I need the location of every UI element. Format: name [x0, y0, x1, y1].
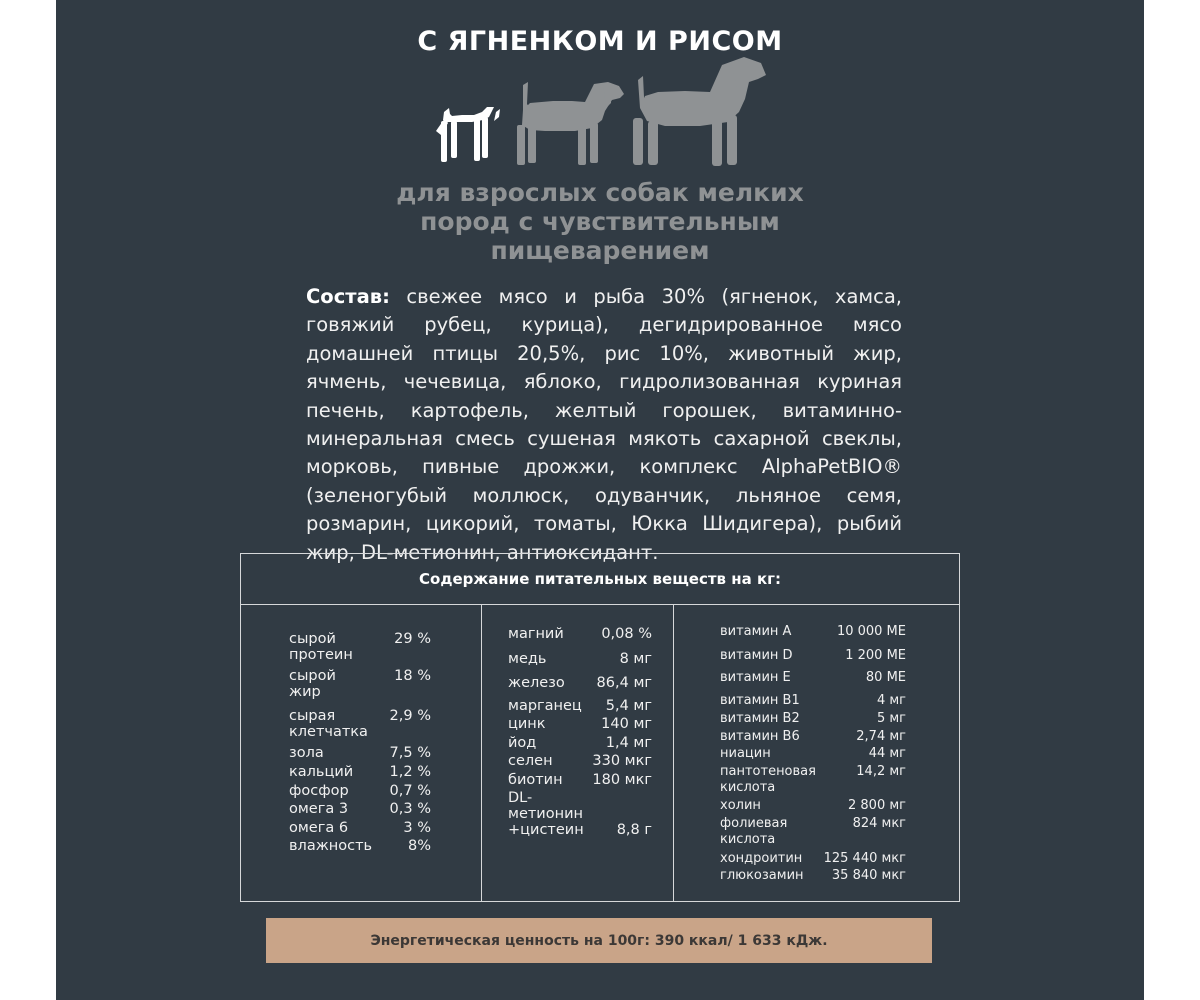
- nutrient-value: 0,3 %: [389, 801, 431, 817]
- nutrient-name: омега 6: [289, 820, 349, 836]
- nutrient-value: 8 мг: [619, 651, 652, 667]
- nutrient-name: витамин B1: [720, 693, 800, 708]
- nutrient-row: [508, 716, 652, 732]
- nutrient-name: омега 3: [289, 801, 349, 817]
- column-divider: [481, 605, 482, 901]
- nutrient-row: [508, 735, 652, 751]
- nutrient-name: зола: [289, 745, 324, 761]
- nutrient-row: [508, 790, 652, 838]
- nutrient-value: 29 %: [394, 631, 431, 647]
- nutrient-name: витамин B6: [720, 729, 800, 744]
- nutrient-row: [289, 745, 431, 761]
- nutrient-value: 125 440 мкг: [823, 851, 906, 866]
- nutrient-row: [720, 711, 906, 727]
- nutrient-row: [508, 753, 652, 769]
- nutrient-row: [720, 648, 906, 664]
- composition-text: свежее мясо и рыба 30% (ягненок, хамса, говяжий рубец, курица), дегидрированное мясо домашней птицы 20,5%, рис 10%, животный жир, ячмень, чечевица, яблоко, гидролизованная куриная печень, картофель, желтый горошек, витаминно-минеральная смесь сушеная мякоть сахарной свеклы, морковь, пивные дрожжи, комплекс AlphaPetBIO® (зеленогубый моллюск, одуванчик, льняное семя, розмарин, цикорий, томаты, Юкка Шидигера), рыбий жир, DL-метионин, антиоксидант.: [306, 285, 903, 564]
- nutrient-value: 14,2 мг: [856, 764, 906, 779]
- product-subtitle: [0, 178, 1200, 265]
- large-dog-icon: [633, 57, 766, 166]
- nutrient-value: 2 800 мг: [848, 798, 906, 813]
- nutrient-value: 10 000 МЕ: [836, 624, 906, 639]
- nutrient-value: 5,4 мг: [605, 698, 652, 714]
- nutrient-name: влажность: [289, 838, 373, 854]
- nutrient-value: 86,4 мг: [596, 675, 652, 691]
- subtitle-line: пород с чувствительным: [420, 207, 780, 236]
- nutrient-name: витамин B2: [720, 711, 800, 726]
- nutrient-name: селен: [508, 753, 553, 769]
- nutrient-name: холин: [720, 798, 761, 813]
- subtitle-line: для взрослых собак мелких: [396, 178, 804, 207]
- nutrient-row: [289, 838, 431, 854]
- nutrient-name: фолиевая кислота: [720, 816, 788, 847]
- nutrient-row: [508, 698, 652, 714]
- nutrient-value: 8%: [407, 838, 431, 854]
- nutrient-value: 80 МЕ: [865, 670, 906, 685]
- nutrient-name: кальций: [289, 764, 354, 780]
- nutrient-row: [720, 816, 906, 848]
- nutrient-value: 140 мг: [601, 716, 652, 732]
- nutrient-row: [289, 801, 431, 817]
- nutrient-value: 0,7 %: [389, 783, 431, 799]
- nutrient-row: [508, 651, 652, 667]
- medium-dog-icon: [517, 82, 624, 165]
- nutrient-name: марганец: [508, 698, 582, 714]
- nutrient-name: медь: [508, 651, 547, 667]
- nutrient-row: [508, 675, 652, 691]
- nutrient-value: 3 %: [403, 820, 431, 836]
- subtitle-line: пищеварением: [490, 236, 710, 265]
- nutrient-name: ниацин: [720, 746, 771, 761]
- nutrient-row: [289, 820, 431, 836]
- composition-label: Состав:: [306, 285, 390, 308]
- nutrient-name: железо: [508, 675, 565, 691]
- product-title: С ЯГНЕНКОМ И РИСОМ: [417, 26, 783, 57]
- nutrient-value: 1,4 мг: [605, 735, 652, 751]
- nutrient-name: глюкозамин: [720, 868, 804, 883]
- nutrient-name: витамин A: [720, 624, 792, 639]
- small-dog-icon: [436, 107, 500, 162]
- nutrient-row: [289, 631, 431, 663]
- nutrient-value: 1 200 МЕ: [845, 648, 906, 663]
- nutrient-name: хондроитин: [720, 851, 803, 866]
- nutrient-row: [289, 783, 431, 799]
- nutrient-name: DL-метионин +цистеин: [508, 790, 584, 838]
- nutrient-row: [508, 626, 652, 642]
- nutrient-name: сырая клетчатка: [289, 708, 368, 740]
- nutrient-value: 2,74 мг: [856, 729, 906, 744]
- nutrient-row: [720, 746, 906, 762]
- nutrient-row: [720, 670, 906, 686]
- nutrient-value: 2,9 %: [389, 708, 431, 724]
- nutrient-row: [720, 693, 906, 709]
- nutrient-row: [508, 772, 652, 788]
- nutrient-name: сырой жир: [289, 668, 336, 700]
- nutrient-name: магний: [508, 626, 564, 642]
- nutrient-name: фосфор: [289, 783, 349, 799]
- nutrient-row: [720, 729, 906, 745]
- nutrient-row: [289, 668, 431, 700]
- nutrient-value: 4 мг: [876, 693, 906, 708]
- nutrient-value: 824 мкг: [852, 816, 906, 831]
- nutrient-name: витамин E: [720, 670, 791, 685]
- nutrient-value: 44 мг: [868, 746, 906, 761]
- nutrient-name: цинк: [508, 716, 546, 732]
- nutrient-value: 330 мкг: [592, 753, 652, 769]
- dog-size-icons: [0, 0, 1200, 175]
- nutrient-value: 18 %: [394, 668, 431, 684]
- nutrient-name: сырой протеин: [289, 631, 353, 663]
- nutrient-row: [720, 624, 906, 640]
- nutrient-value: 5 мг: [876, 711, 906, 726]
- nutrient-value: 7,5 %: [389, 745, 431, 761]
- nutrient-name: биотин: [508, 772, 563, 788]
- nutrient-row: [289, 764, 431, 780]
- nutrient-row: [289, 708, 431, 740]
- nutrient-row: [720, 764, 906, 796]
- nutrients-table: [240, 553, 960, 902]
- nutrient-name: пантотеновая кислота: [720, 764, 816, 795]
- nutrient-name: йод: [508, 735, 537, 751]
- nutrient-value: 1,2 %: [389, 764, 431, 780]
- nutrients-heading: Содержание питательных веществ на кг:: [241, 554, 959, 605]
- column-divider: [673, 605, 674, 901]
- composition-block: [306, 283, 902, 567]
- nutrient-row: [720, 798, 906, 814]
- nutrient-row: [720, 851, 906, 867]
- nutrient-name: витамин D: [720, 648, 793, 663]
- nutrient-value: 35 840 мкг: [831, 868, 906, 883]
- nutrient-row: [720, 868, 906, 884]
- energy-value-bar: Энергетическая ценность на 100г: 390 ккал/ 1 633 кДж.: [266, 918, 932, 963]
- nutrient-value: 0,08 %: [601, 626, 652, 642]
- nutrient-value: 180 мкг: [592, 772, 652, 788]
- nutrient-value: 8,8 г: [616, 822, 652, 838]
